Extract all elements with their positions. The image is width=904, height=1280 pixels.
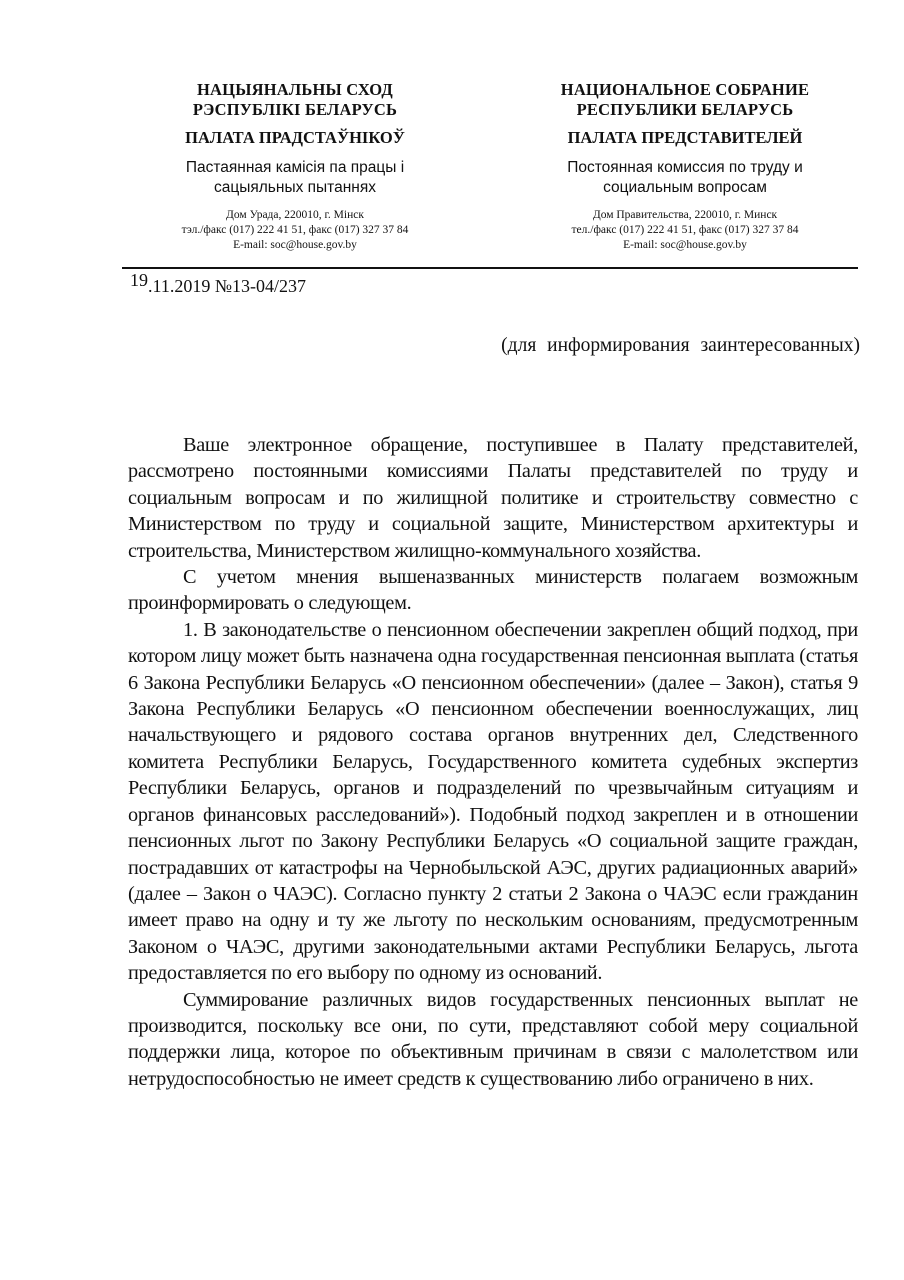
org-name-line2: РЭСПУБЛІКІ БЕЛАРУСЬ — [192, 100, 398, 119]
chamber-name: ПАЛАТА ПРЕДСТАВИТЕЛЕЙ — [567, 128, 803, 147]
address: Дом Урада, 220010, г. Мінск — [226, 209, 364, 221]
address: Дом Правительства, 220010, г. Минск — [592, 209, 778, 221]
paragraph: Ваше электронное обращение, поступившее в Палату представителей, рассмотрено постоянными комиссиями Палаты представителей по труду и социальным вопросам и по жилищной политике и строительству совместно с Министерством по труду и социальной защите, Министерством архитектуры и строительства, Министерством жилищно-коммунального хозяйства. — [128, 434, 858, 562]
document-date-number — [130, 272, 306, 300]
commission-name-line2: социальным вопросам — [603, 179, 767, 196]
phone: тэл./факс (017) 222 41 51, факс (017) 327 37 84 — [181, 224, 409, 236]
org-name-line1: НАЦЫЯНАЛЬНЫ СХОД — [197, 80, 393, 99]
paragraph: С учетом мнения вышеназванных министерств полагаем возможным проинформировать о следующем. — [128, 566, 858, 615]
addressee: (для информирования заинтересованных) — [501, 335, 860, 356]
email: E-mail: soc@house.gov.by — [623, 239, 747, 251]
paragraph: 1. В законодательстве о пенсионном обеспечении закреплен общий подход, при котором лицу может быть назначена одна государственная пенсионная выплата (статья 6 Закона Республики Беларусь «О пенсионном обеспечении» (далее – Закон), статья 9 Закона Республики Беларусь «О пенсионном обеспечении военнослужащих, лиц начальствующего и рядового состава органов внутренних дел, Следственного комитета Республики Беларусь, Государственного комитета судебных экспертиз Республики Беларусь, органов и подразделений по чрезвычайным ситуациям и органов финансовых расследований»). Подобный подход закреплен и в отношении пенсионных льгот по Закону Республики Беларусь «О социальной защите граждан, пострадавших от катастрофы на Чернобыльской АЭС, других радиационных аварий» (далее – Закон о ЧАЭС). Согласно пункту 2 статьи 2 Закона о ЧАЭС если гражданин имеет право на одну и ту же льготу по нескольким основаниям, предусмотренным Законом о ЧАЭС, другими законодательными актами Республики Беларусь, льгота предоставляется по его выбору по одному из оснований. — [128, 618, 858, 985]
commission-name-line1: Пастаянная камісія па працы і — [185, 159, 405, 176]
paragraph: Суммирование различных видов государственных пенсионных выплат не производится, поскольку все они, по сути, представляют собой меру социальной поддержки лица, которое по объективным причинам в связи с малолетством или нетрудоспособностью не имеет средств к существованию либо ограничено в них. — [128, 988, 858, 1090]
date-day: 19 — [130, 270, 148, 290]
email: E-mail: soc@house.gov.by — [233, 239, 357, 251]
letterhead-russian — [500, 80, 870, 253]
header-divider — [122, 267, 858, 269]
chamber-name: ПАЛАТА ПРАДСТАЎНІКОЎ — [185, 128, 405, 147]
letter-body — [128, 432, 858, 1092]
phone: тел./факс (017) 222 41 51, факс (017) 327 37 84 — [571, 224, 799, 236]
commission-name-line1: Постоянная комиссия по труду и — [567, 159, 803, 176]
commission-name-line2: сацыяльных пытаннях — [213, 179, 376, 196]
org-name-line1: НАЦИОНАЛЬНОЕ СОБРАНИЕ — [560, 80, 810, 99]
letterhead-belarusian — [130, 80, 460, 253]
org-name-line2: РЕСПУБЛИКИ БЕЛАРУСЬ — [576, 100, 794, 119]
date-and-number: .11.2019 №13-04/237 — [148, 276, 307, 296]
